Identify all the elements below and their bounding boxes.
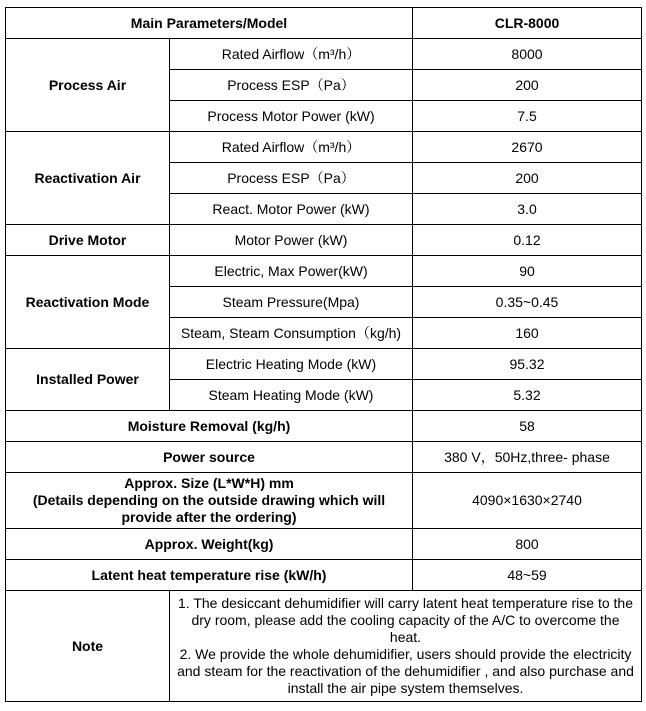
approx-size-details: (Details depending on the outside drawing which will provide after the ordering) — [32, 492, 386, 525]
approx-size-label — [6, 473, 413, 529]
param-value: 3.0 — [413, 194, 642, 225]
moisture-removal-label: Moisture Removal (kg/h) — [6, 411, 413, 442]
param-name: Motor Power (kW) — [170, 225, 413, 256]
table-row — [6, 560, 642, 591]
group-label-reactivation-mode: Reactivation Mode — [6, 256, 170, 349]
group-label-reactivation-air: Reactivation Air — [6, 132, 170, 225]
approx-weight-value: 800 — [413, 529, 642, 560]
param-name: Process Motor Power (kW) — [170, 101, 413, 132]
latent-heat-value: 48~59 — [413, 560, 642, 591]
param-value: 8000 — [413, 39, 642, 70]
approx-size-value: 4090×1630×2740 — [413, 473, 642, 529]
param-value: 0.35~0.45 — [413, 287, 642, 318]
table-row — [6, 39, 642, 70]
table-row — [6, 411, 642, 442]
param-name: Steam Heating Mode (kW) — [170, 380, 413, 411]
param-value: 200 — [413, 70, 642, 101]
group-label-installed-power: Installed Power — [6, 349, 170, 411]
param-name: Steam, Steam Consumption（kg/h) — [170, 318, 413, 349]
note-row — [6, 591, 642, 702]
param-name: Rated Airflow（m³/h） — [170, 132, 413, 163]
param-name: Steam Pressure(Mpa) — [170, 287, 413, 318]
param-name: Electric Heating Mode (kW) — [170, 349, 413, 380]
param-name: React. Motor Power (kW) — [170, 194, 413, 225]
param-value: 7.5 — [413, 101, 642, 132]
param-name: Rated Airflow（m³/h） — [170, 39, 413, 70]
param-value: 2670 — [413, 132, 642, 163]
note-label: Note — [6, 591, 170, 702]
note-line-1: 1. The desiccant dehumidifier will carry latent heat temperature rise to the dry room, please add the cooling capacity of the A/C to overcome the heat. — [178, 595, 633, 645]
param-value: 90 — [413, 256, 642, 287]
parameters-table — [5, 7, 642, 702]
table-row — [6, 442, 642, 473]
power-source-value: 380 V，50Hz,three- phase — [413, 442, 642, 473]
table-row — [6, 349, 642, 380]
table-row — [6, 225, 642, 256]
approx-weight-label: Approx. Weight(kg) — [6, 529, 413, 560]
header-label: Main Parameters/Model — [6, 8, 413, 39]
param-value: 5.32 — [413, 380, 642, 411]
latent-heat-label: Latent heat temperature rise (kW/h) — [6, 560, 413, 591]
param-name: Process ESP（Pa） — [170, 163, 413, 194]
table-row — [6, 132, 642, 163]
model-name: CLR-8000 — [413, 8, 642, 39]
group-label-drive-motor: Drive Motor — [6, 225, 170, 256]
param-value: 95.32 — [413, 349, 642, 380]
table-row — [6, 529, 642, 560]
header-row — [6, 8, 642, 39]
group-label-process-air: Process Air — [6, 39, 170, 132]
approx-size-title: Approx. Size (L*W*H) mm — [124, 475, 294, 491]
param-value: 200 — [413, 163, 642, 194]
power-source-label: Power source — [6, 442, 413, 473]
moisture-removal-value: 58 — [413, 411, 642, 442]
param-value: 160 — [413, 318, 642, 349]
param-name: Electric, Max Power(kW) — [170, 256, 413, 287]
note-line-2: 2. We provide the whole dehumidifier, users should provide the electricity and steam for the reactivation of the dehumidifier , and also purchase and install the air pipe system themselves. — [177, 646, 634, 696]
table-row — [6, 473, 642, 529]
table-row — [6, 256, 642, 287]
param-value: 0.12 — [413, 225, 642, 256]
note-text — [170, 591, 642, 702]
param-name: Process ESP（Pa） — [170, 70, 413, 101]
